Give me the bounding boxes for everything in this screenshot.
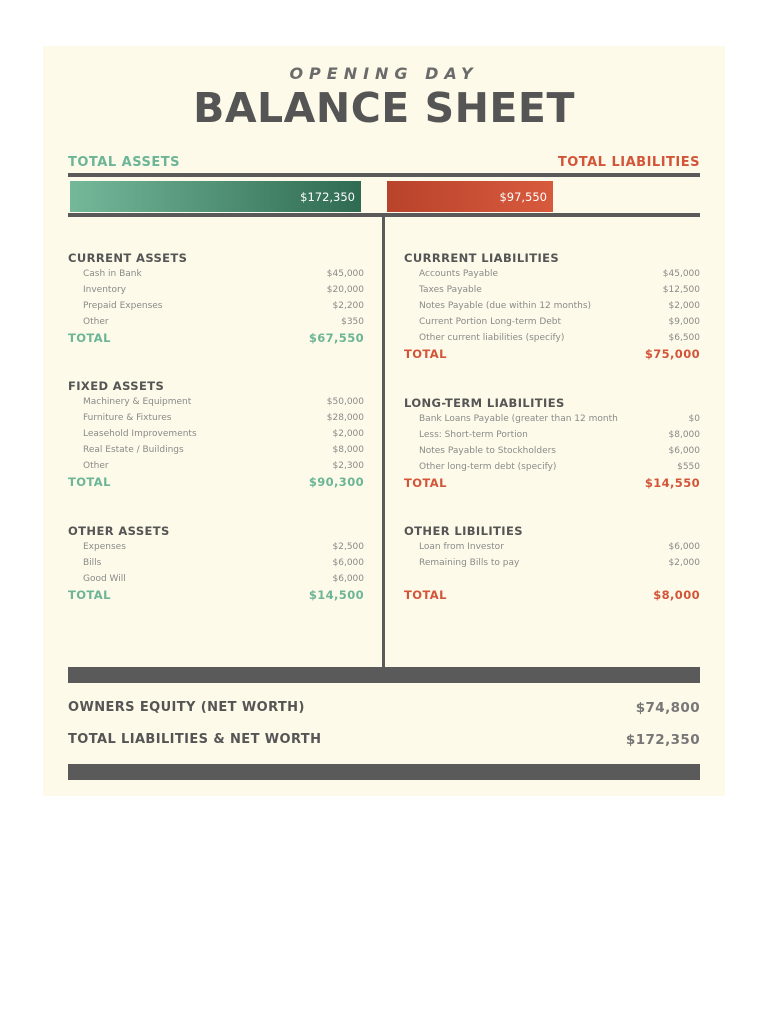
other-assets-section [68,523,364,604]
line-item: Current Portion Long-term Debt $9,000 [419,317,700,327]
line-item: Cash in Bank $45,000 [83,269,364,279]
total-liabilities-net-worth-value: $172,350 [625,732,700,748]
fixed-assets-section [68,378,364,491]
line-item: Accounts Payable $45,000 [419,269,700,279]
column-divider [382,217,385,667]
balance-sheet [43,46,725,796]
section-title: CURRRENT LIABILITIES [404,251,560,265]
owners-equity-value: $74,800 [635,700,700,716]
sheet-title: BALANCE SHEET [193,84,575,132]
line-item: Expenses $2,500 [83,542,364,552]
summary-top-band [68,667,700,683]
line-item: Furniture & Fixtures $28,000 [83,413,364,423]
line-item: Prepaid Expenses $2,200 [83,301,364,311]
line-item: Notes Payable to Stockholders $6,000 [419,446,700,456]
summary-bottom-band [68,764,700,780]
assets-bar [70,181,361,212]
liabilities-bar-value: $97,550 [499,189,547,204]
owners-equity-label: OWNERS EQUITY (NET WORTH) [68,700,305,715]
section-title: OTHER ASSETS [68,524,170,538]
total-liabilities-net-worth-row [68,732,700,748]
section-title: FIXED ASSETS [68,379,165,393]
line-item: Remaining Bills to pay $2,000 [419,558,700,568]
line-item: Machinery & Equipment $50,000 [83,397,364,407]
section-title: CURRENT ASSETS [68,251,188,265]
line-item: Bills $6,000 [83,558,364,568]
line-item: Less: Short-term Portion $8,000 [419,430,700,440]
current-liabilities-total: TOTAL $75,000 [404,347,700,361]
other-liabilities-section [404,523,700,604]
line-item: Notes Payable (due within 12 months) $2,000 [419,301,700,311]
line-item: Other long-term debt (specify) $550 [419,462,700,472]
line-item: Good Will $6,000 [83,574,364,584]
current-liabilities-section [404,250,700,363]
current-assets-section [68,250,364,347]
sheet-subtitle: OPENING DAY [289,64,479,83]
total-liabilities-heading: TOTAL LIABILITIES [557,155,700,170]
line-item: Real Estate / Buildings $8,000 [83,445,364,455]
line-item: Other $350 [83,317,364,327]
long-term-liabilities-section [404,395,700,492]
line-item: Other $2,300 [83,461,364,471]
section-title: LONG-TERM LIABILITIES [404,396,565,410]
other-assets-total: TOTAL $14,500 [68,588,364,602]
line-item: Taxes Payable $12,500 [419,285,700,295]
top-divider [68,173,700,177]
total-liabilities-net-worth-label: TOTAL LIABILITIES & NET WORTH [68,732,322,747]
owners-equity-row [68,700,700,716]
fixed-assets-total: TOTAL $90,300 [68,475,364,489]
other-liabilities-total: TOTAL $8,000 [404,588,700,602]
total-assets-heading: TOTAL ASSETS [68,155,180,170]
line-item: Other current liabilities (specify) $6,500 [419,333,700,343]
liabilities-bar [387,181,553,212]
section-title: OTHER LIBILITIES [404,524,523,538]
line-item: Inventory $20,000 [83,285,364,295]
line-item: Loan from Investor $6,000 [419,542,700,552]
line-item: Bank Loans Payable (greater than 12 month $0 [419,414,700,424]
current-assets-total: TOTAL $67,550 [68,331,364,345]
assets-bar-value: $172,350 [300,189,355,204]
line-item: Leasehold Improvements $2,000 [83,429,364,439]
long-term-liabilities-total: TOTAL $14,550 [404,476,700,490]
